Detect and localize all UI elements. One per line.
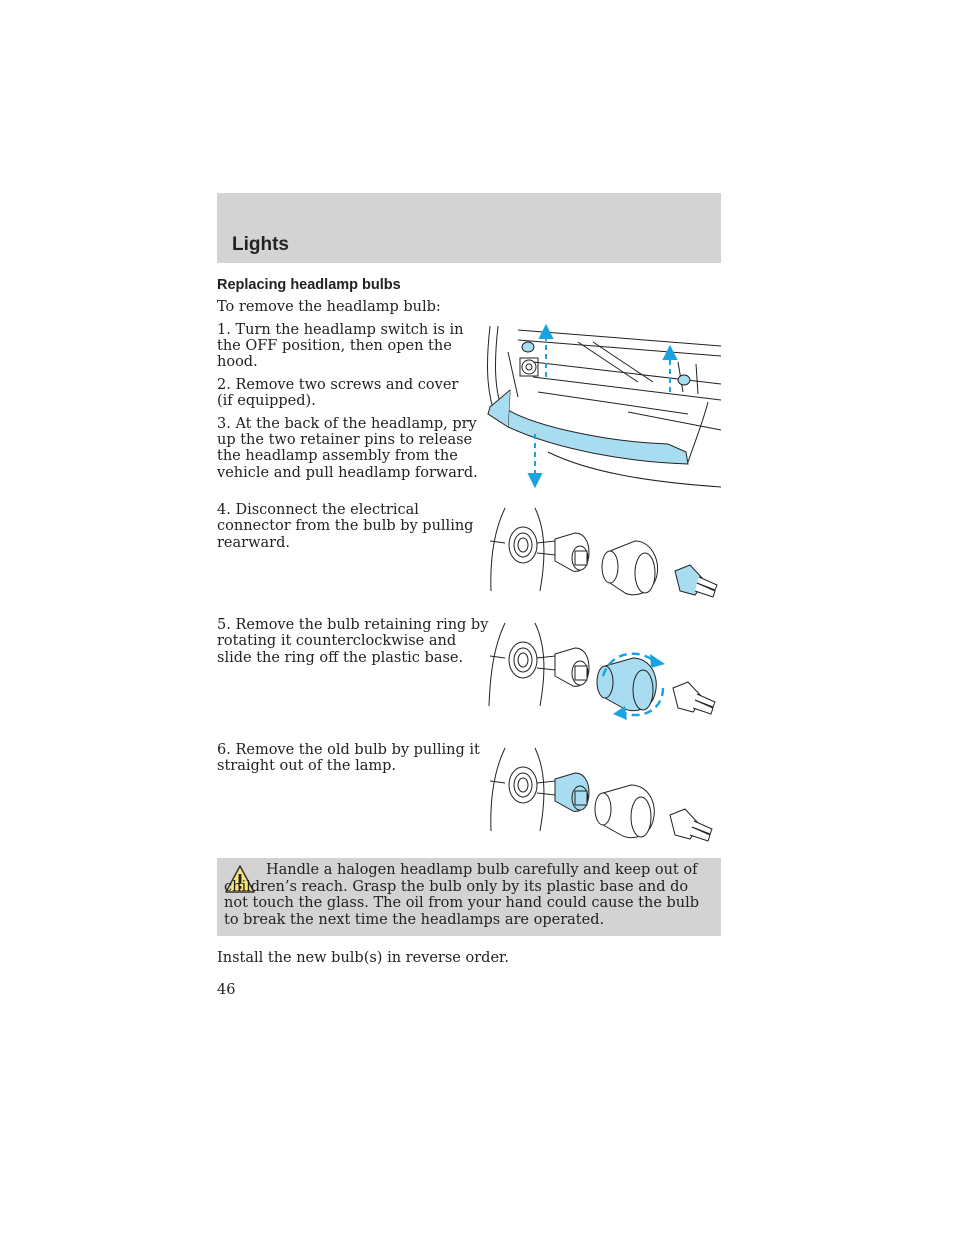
step-2-line-1: 2. Remove two screws and cover	[217, 377, 459, 393]
section-header	[217, 193, 721, 263]
warning-box	[217, 858, 721, 936]
step-5-line-1: 5. Remove the bulb retaining ring by	[217, 617, 489, 633]
step-6-line-1: 6. Remove the old bulb by pulling it	[217, 742, 480, 758]
step-1-line-3: hood.	[217, 354, 258, 370]
step-1-line-1: 1. Turn the headlamp switch is in	[217, 322, 464, 338]
step-3-line-2: up the two retainer pins to release	[217, 432, 473, 448]
step-6-line-2: straight out of the lamp.	[217, 758, 397, 774]
page-title: Lights	[232, 234, 289, 255]
page-number: 46	[217, 982, 236, 998]
step-2-line-2: (if equipped).	[217, 393, 316, 409]
remove-old-bulb-illustration	[485, 743, 720, 843]
step-3-line-4: vehicle and pull headlamp forward.	[217, 465, 478, 481]
step-3-line-3: the headlamp assembly from the	[217, 448, 458, 464]
step-4-line-2: connector from the bulb by pulling	[217, 518, 474, 534]
disconnect-connector-illustration	[485, 503, 720, 603]
step-3-line-1: 3. At the back of the headlamp, pry	[217, 416, 477, 432]
rotate-retaining-ring-illustration	[485, 618, 720, 728]
warning-text: Handle a halogen headlamp bulb carefully and keep out of children’s reach. Grasp the bulb only by its plastic base and do not touch the glass. The oil from your hand could cause the bulb to break the next time the headlamps are operated.	[224, 862, 700, 928]
outro-text: Install the new bulb(s) in reverse order.	[217, 950, 509, 966]
step-4-line-1: 4. Disconnect the electrical	[217, 502, 419, 518]
step-4-line-3: rearward.	[217, 535, 290, 551]
intro-text: To remove the headlamp bulb:	[217, 299, 441, 315]
step-1-line-2: the OFF position, then open the	[217, 338, 452, 354]
headlamp-removal-illustration	[478, 322, 723, 492]
section-title: Replacing headlamp bulbs	[217, 277, 401, 293]
step-5-line-2: rotating it counterclockwise and	[217, 633, 457, 649]
step-5-line-3: slide the ring off the plastic base.	[217, 650, 464, 666]
